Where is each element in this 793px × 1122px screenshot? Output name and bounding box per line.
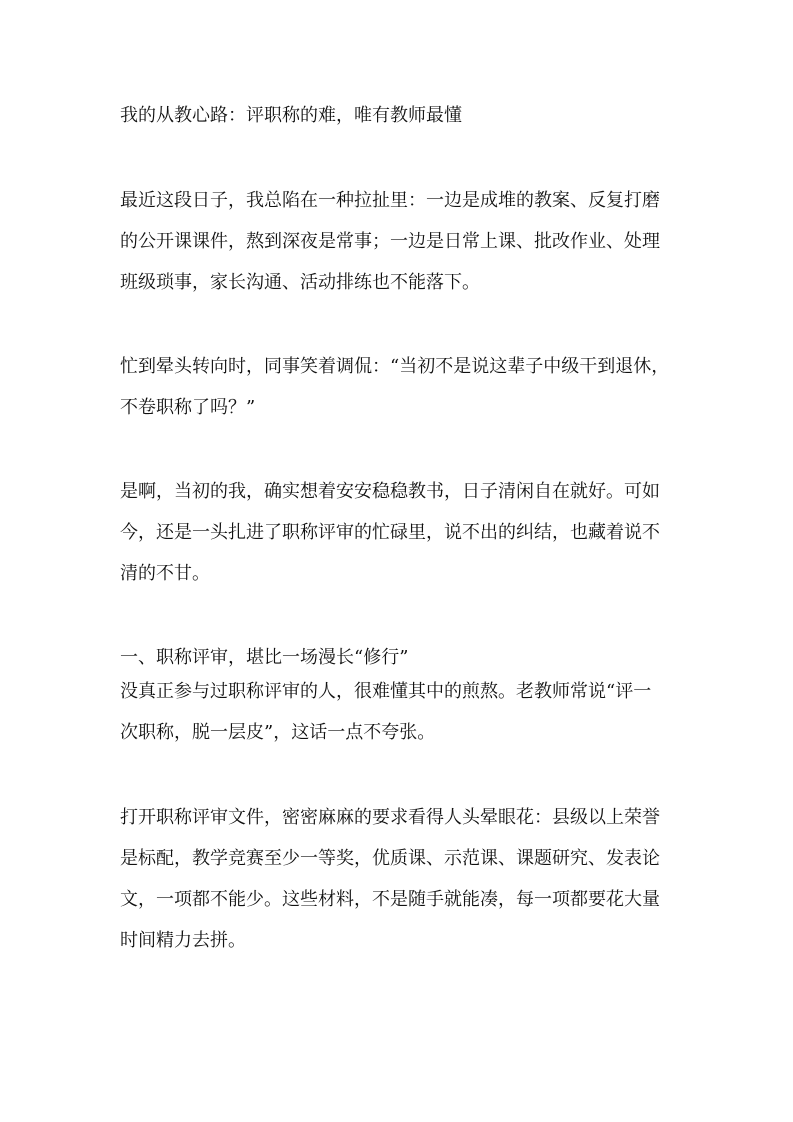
paragraph-line: 班级琐事，家长沟通、活动排练也不能落下。: [120, 272, 480, 293]
paragraph-line: 清的不甘。: [120, 563, 210, 584]
paragraph-line: 是啊，当初的我，确实想着安安稳稳教书，日子清闲自在就好。可如: [120, 481, 660, 502]
paragraph-line: 文，一项都不能少。这些材料，不是随手就能凑，每一项都要花大量: [120, 889, 660, 910]
paragraph-line: 今，还是一头扎进了职称评审的忙碌里，说不出的纠结，也藏着说不: [120, 522, 660, 543]
paragraph-line: 不卷职称了吗？”: [120, 397, 256, 418]
paragraph-line: 打开职称评审文件，密密麻麻的要求看得人头晕眼花：县级以上荣誉: [120, 807, 660, 828]
paragraph-line: 次职称，脱一层皮”，这话一点不夸张。: [120, 722, 436, 743]
paragraph-line: 忙到晕头转向时，同事笑着调侃：“当初不是说这辈子中级干到退休，: [120, 356, 670, 377]
section-heading: 一、职称评审，堪比一场漫长“修行”: [120, 647, 409, 668]
paragraph-line: 的公开课课件，熬到深夜是常事；一边是日常上课、批改作业、处理: [120, 231, 660, 252]
document-title: 我的从教心路：评职称的难，唯有教师最懂: [120, 105, 462, 126]
paragraph-line: 最近这段日子，我总陷在一种拉扯里：一边是成堆的教案、反复打磨: [120, 190, 660, 211]
paragraph-line: 是标配，教学竞赛至少一等奖，优质课、示范课、课题研究、发表论: [120, 848, 660, 869]
paragraph-line: 时间精力去拼。: [120, 930, 246, 951]
paragraph-line: 没真正参与过职称评审的人，很难懂其中的煎熬。老教师常说“评一: [120, 681, 652, 702]
